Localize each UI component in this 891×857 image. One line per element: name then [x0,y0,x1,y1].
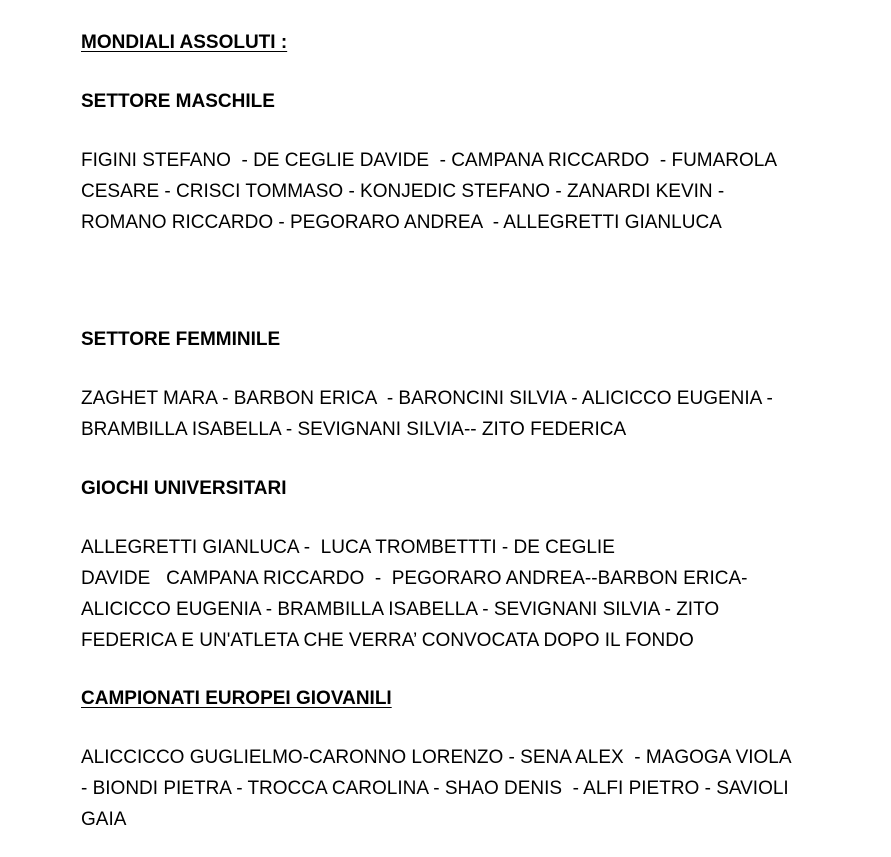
heading-campionati-europei-giovanili: CAMPIONATI EUROPEI GIOVANILI [81,688,392,709]
text-line: FIGINI STEFANO - DE CEGLIE DAVIDE - CAMPANA RICCARDO - FUMAROLA [81,150,778,171]
text-line: ROMANO RICCARDO - PEGORARO ANDREA - ALLEGRETTI GIANLUCA [81,212,722,233]
heading-giochi-universitari: GIOCHI UNIVERSITARI [81,478,287,499]
text-line: ALLEGRETTI GIANLUCA - LUCA TROMBETTTI - DE CEGLIE [81,537,615,558]
text-line: ZAGHET MARA - BARBON ERICA - BARONCINI SILVIA - ALICICCO EUGENIA - [81,388,773,409]
heading-settore-maschile: SETTORE MASCHILE [81,91,275,112]
text-line: FEDERICA E UN'ATLETA CHE VERRA’ CONVOCATA DOPO IL FONDO [81,630,694,651]
text-line: ALICICCO EUGENIA - BRAMBILLA ISABELLA - SEVIGNANI SILVIA - ZITO [81,599,720,620]
text-line: ALICCICCO GUGLIELMO-CARONNO LORENZO - SENA ALEX - MAGOGA VIOLA [81,747,792,768]
text-line: CESARE - CRISCI TOMMASO - KONJEDIC STEFANO - ZANARDI KEVIN - [81,181,725,202]
text-line: GAIA [81,809,127,830]
text-line: DAVIDE CAMPANA RICCARDO - PEGORARO ANDREA--BARBON ERICA- [81,568,748,589]
title-mondiali-assoluti: MONDIALI ASSOLUTI : [81,32,288,53]
text-line: - BIONDI PIETRA - TROCCA CAROLINA - SHAO DENIS - ALFI PIETRO - SAVIOLI [81,778,789,799]
heading-settore-femminile: SETTORE FEMMINILE [81,329,281,350]
text-line: BRAMBILLA ISABELLA - SEVIGNANI SILVIA-- ZITO FEDERICA [81,419,627,440]
